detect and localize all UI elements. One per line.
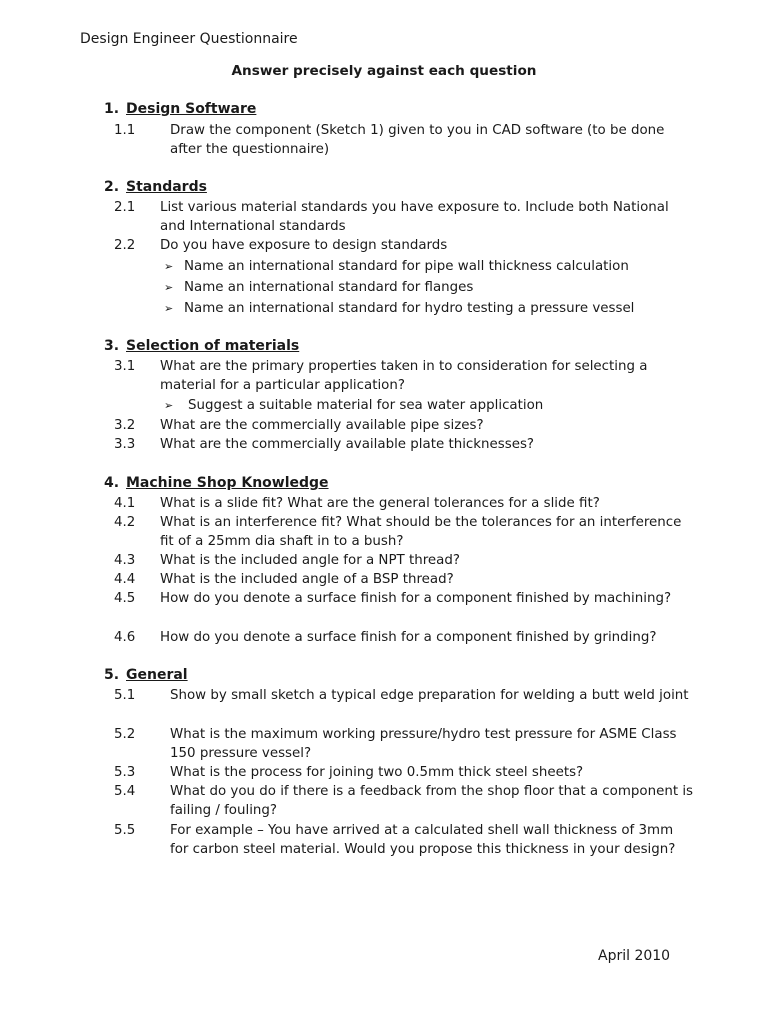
bullet-text: Name an international standard for pipe wall thickness calculation <box>184 259 629 274</box>
question-4-4 <box>114 570 694 589</box>
question-4-2 <box>114 513 694 551</box>
question-3-3 <box>114 435 694 454</box>
question-number: 1.1 <box>114 123 136 138</box>
question-text: What are the commercially available pipe sizes? <box>160 418 484 433</box>
question-text: What is the maximum working pressure/hydro test pressure for ASME Class 150 pressure vessel? <box>170 727 677 761</box>
section-heading-selection-of-materials <box>104 337 299 356</box>
question-number: 3.1 <box>114 359 136 374</box>
question-text: What is the included angle for a NPT thread? <box>160 553 460 568</box>
question-text: How do you denote a surface finish for a component finished by grinding? <box>160 630 657 645</box>
section-title: Machine Shop Knowledge <box>126 475 329 491</box>
bullet-text: Name an international standard for hydro testing a pressure vessel <box>184 301 635 316</box>
arrow-bullet-icon: ➢ <box>164 399 174 412</box>
question-number: 4.6 <box>114 630 136 645</box>
question-3-1 <box>114 357 694 395</box>
question-number: 5.4 <box>114 784 136 799</box>
question-text: Do you have exposure to design standards <box>160 238 448 253</box>
question-text: What do you do if there is a feedback from the shop floor that a component is failing / fouling? <box>170 784 694 818</box>
question-number: 4.5 <box>114 591 136 606</box>
bullet-item <box>164 278 704 297</box>
section-number: 4. <box>104 475 120 491</box>
question-text: For example – You have arrived at a calculated shell wall thickness of 3mm for carbon steel material. Would you propose this thickness in your design? <box>170 823 676 857</box>
arrow-bullet-icon: ➢ <box>164 302 174 315</box>
section-heading-general <box>104 666 188 685</box>
question-5-5 <box>114 821 694 859</box>
question-number: 5.1 <box>114 688 136 703</box>
question-5-1 <box>114 686 694 705</box>
question-4-3 <box>114 551 694 570</box>
section-number: 2. <box>104 179 120 195</box>
question-2-2 <box>114 236 694 255</box>
question-number: 4.2 <box>114 515 136 530</box>
question-5-2 <box>114 725 694 763</box>
section-heading-machine-shop-knowledge <box>104 474 329 493</box>
question-text: List various material standards you have exposure to. Include both National and International standards <box>160 200 669 234</box>
section-number: 1. <box>104 101 120 117</box>
question-5-3 <box>114 763 694 782</box>
arrow-bullet-icon: ➢ <box>164 260 174 273</box>
question-number: 5.3 <box>114 765 136 780</box>
question-number: 3.2 <box>114 418 136 433</box>
section-number: 5. <box>104 667 120 683</box>
question-4-6 <box>114 628 694 647</box>
document-header: Design Engineer Questionnaire <box>80 31 298 47</box>
question-2-1 <box>114 198 694 236</box>
question-number: 5.2 <box>114 727 136 742</box>
question-text: What is a slide fit? What are the general tolerances for a slide fit? <box>160 496 600 511</box>
section-heading-standards <box>104 178 207 197</box>
question-4-5 <box>114 589 694 608</box>
arrow-bullet-icon: ➢ <box>164 281 174 294</box>
section-heading-design-software <box>104 100 256 119</box>
question-text: Show by small sketch a typical edge preparation for welding a butt weld joint <box>170 688 689 703</box>
question-text: What is the process for joining two 0.5mm thick steel sheets? <box>170 765 584 780</box>
bullet-item <box>164 396 704 415</box>
section-title: Standards <box>126 179 207 195</box>
question-3-2 <box>114 416 694 435</box>
question-text: What are the primary properties taken in to consideration for selecting a material for a particular application? <box>160 359 648 393</box>
question-number: 3.3 <box>114 437 136 452</box>
section-title: General <box>126 667 188 683</box>
section-number: 3. <box>104 338 120 354</box>
question-number: 4.1 <box>114 496 136 511</box>
document-date-footer: April 2010 <box>598 948 671 964</box>
question-number: 2.2 <box>114 238 136 253</box>
question-number: 4.4 <box>114 572 136 587</box>
question-text: Draw the component (Sketch 1) given to you in CAD software (to be done after the questionnaire) <box>170 123 665 157</box>
bullet-text: Suggest a suitable material for sea water application <box>188 398 544 413</box>
question-number: 2.1 <box>114 200 136 215</box>
document-subtitle: Answer precisely against each question <box>231 63 537 79</box>
question-text: How do you denote a surface finish for a component finished by machining? <box>160 591 672 606</box>
question-number: 5.5 <box>114 823 136 838</box>
section-title: Design Software <box>126 101 257 117</box>
question-text: What is an interference fit? What should be the tolerances for an interference fit of a 25mm dia shaft in to a bush? <box>160 515 682 549</box>
question-text: What are the commercially available plate thicknesses? <box>160 437 535 452</box>
section-title: Selection of materials <box>126 338 300 354</box>
bullet-item <box>164 299 704 318</box>
question-4-1 <box>114 494 694 513</box>
bullet-item <box>164 257 704 276</box>
question-text: What is the included angle of a BSP thread? <box>160 572 454 587</box>
question-1-1 <box>114 121 694 159</box>
question-5-4 <box>114 782 694 820</box>
bullet-text: Name an international standard for flanges <box>184 280 474 295</box>
question-number: 4.3 <box>114 553 136 568</box>
